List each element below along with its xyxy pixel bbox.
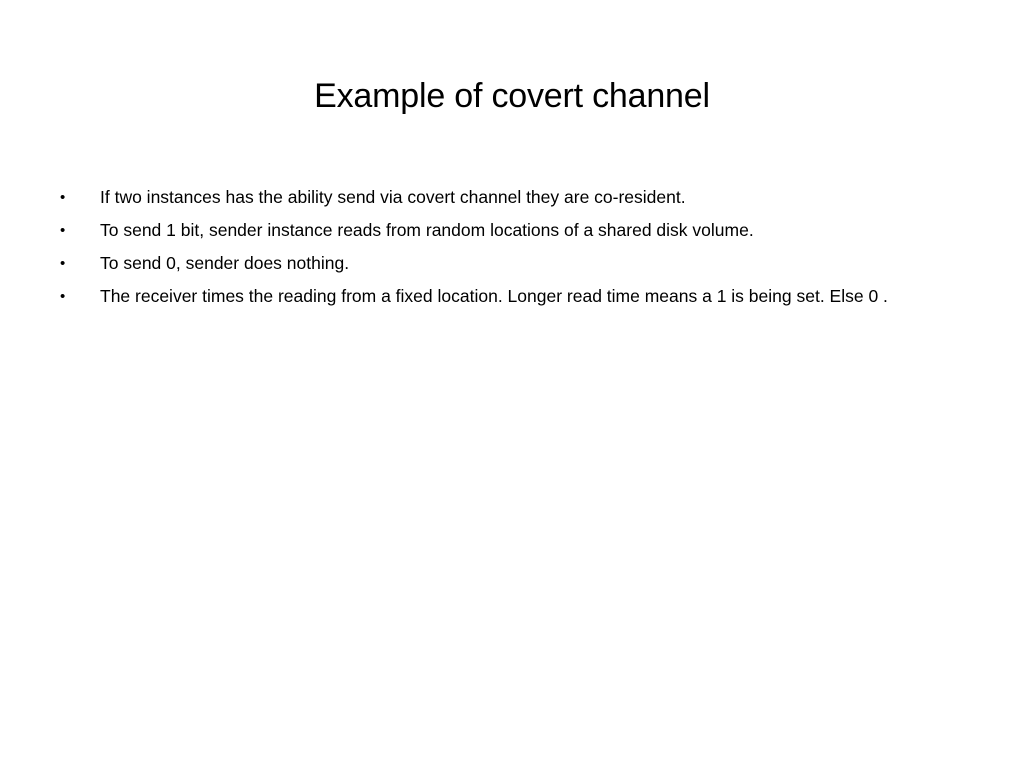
bullet-list [60,184,980,316]
bullet-text: To send 0, sender does nothing. [100,253,350,273]
list-item [60,217,980,244]
bullet-icon: • [60,255,66,272]
list-item [60,250,980,277]
list-item [60,283,980,310]
bullet-icon: • [60,189,66,206]
bullet-icon: • [60,222,66,239]
bullet-text: If two instances has the ability send via covert channel they are co-resident. [100,187,686,207]
slide-title: Example of covert channel [314,77,710,115]
bullet-text: The receiver times the reading from a fixed location. Longer read time means a 1 is being set. Else 0 . [100,286,888,306]
list-item [60,184,980,211]
bullet-text: To send 1 bit, sender instance reads from random locations of a shared disk volume. [100,220,754,240]
bullet-icon: • [60,288,66,305]
